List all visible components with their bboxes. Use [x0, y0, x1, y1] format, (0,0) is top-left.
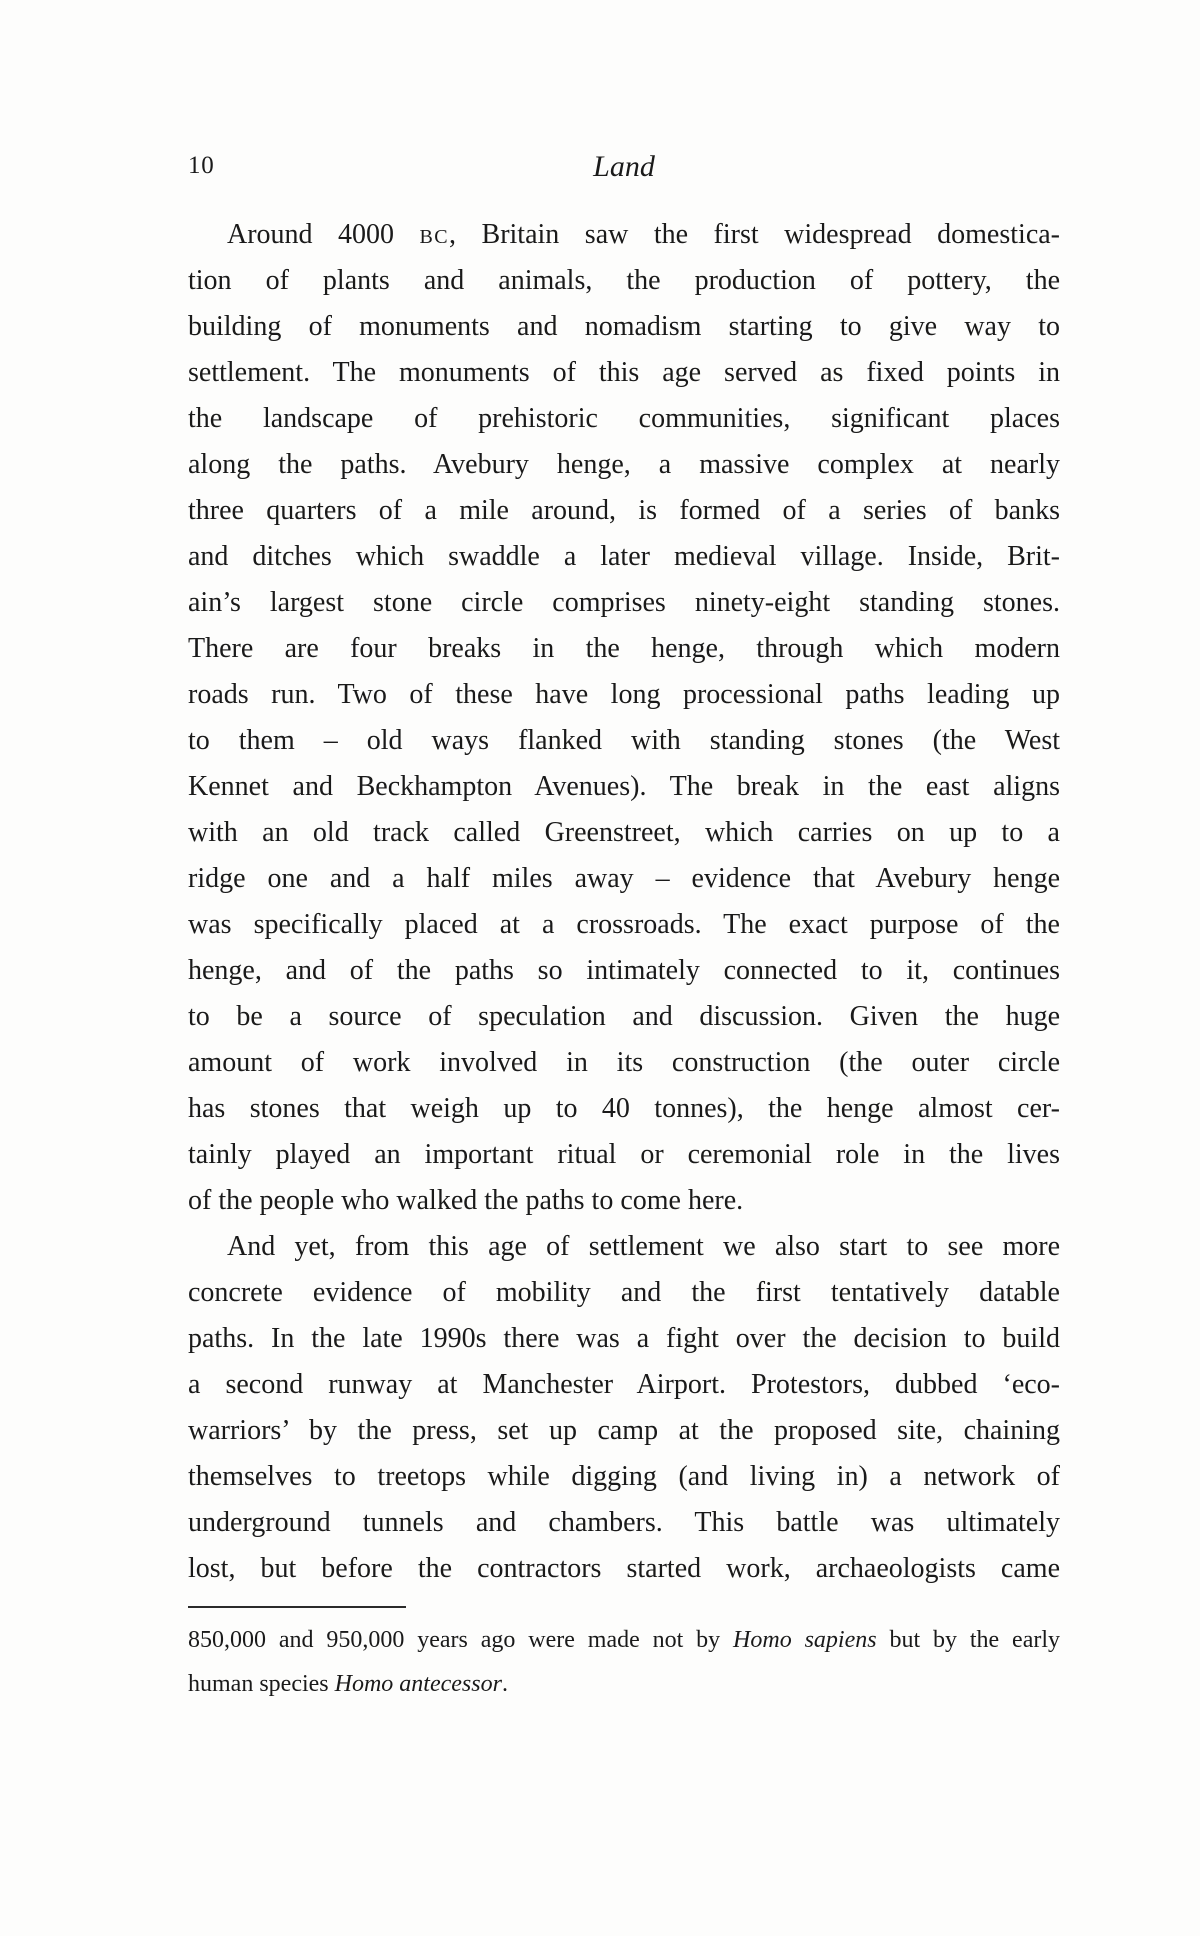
footnote	[188, 1618, 1060, 1706]
text-line	[188, 488, 1060, 534]
text-segment: ridge one and a half miles away – evidence that Avebury henge	[188, 863, 1060, 894]
text-segment: with an old track called Greenstreet, which carries on up to a	[188, 817, 1060, 848]
text-line	[188, 718, 1060, 764]
text-segment: the landscape of prehistoric communities, significant places	[188, 403, 1060, 434]
text-segment: tainly played an important ritual or ceremonial role in the lives	[188, 1139, 1060, 1170]
text-segment: Kennet and Beckhampton Avenues). The break in the east aligns	[188, 771, 1060, 802]
text-segment: underground tunnels and chambers. This battle was ultimately	[188, 1507, 1060, 1538]
text-segment: warriors’ by the press, set up camp at the proposed site, chaining	[188, 1415, 1060, 1446]
text-segment: 850,000 and 950,000 years ago were made not by	[188, 1627, 734, 1653]
text-segment: has stones that weigh up to 40 tonnes), the henge almost cer-	[188, 1093, 1060, 1124]
text-segment: And yet, from this age of settlement we also start to see more	[227, 1231, 1060, 1262]
text-line	[188, 1086, 1060, 1132]
text-segment: building of monuments and nomadism starting to give way to	[188, 311, 1060, 342]
text-segment: Homo sapiens	[733, 1627, 877, 1653]
text-segment: of the people who walked the paths to come here.	[188, 1185, 744, 1216]
text-segment: amount of work involved in its construction (the outer circle	[188, 1047, 1060, 1078]
text-line	[188, 534, 1060, 580]
running-header: Land	[593, 150, 655, 183]
text-segment: but by the early	[876, 1627, 1061, 1653]
text-segment: Homo antecessor	[334, 1671, 502, 1697]
text-line	[188, 856, 1060, 902]
text-segment: Around 4000	[227, 219, 420, 250]
footnote-divider	[188, 1606, 406, 1608]
text-line	[188, 1546, 1060, 1592]
text-line	[188, 304, 1060, 350]
text-line	[188, 902, 1060, 948]
text-segment: tion of plants and animals, the production of pottery, the	[188, 265, 1060, 296]
text-line	[188, 1408, 1060, 1454]
text-segment: henge, and of the paths so intimately connected to it, continues	[188, 955, 1060, 986]
text-line	[188, 212, 1060, 258]
text-line	[188, 810, 1060, 856]
text-segment: paths. In the late 1990s there was a fight over the decision to build	[188, 1323, 1060, 1354]
text-segment: three quarters of a mile around, is formed of a series of banks	[188, 495, 1060, 526]
text-line	[188, 258, 1060, 304]
text-segment: and ditches which swaddle a later medieval village. Inside, Brit-	[188, 541, 1060, 572]
body-text	[188, 212, 1060, 1592]
text-segment: was specifically placed at a crossroads. The exact purpose of the	[188, 909, 1060, 940]
text-line	[188, 580, 1060, 626]
text-segment: to be a source of speculation and discussion. Given the huge	[188, 1001, 1060, 1032]
text-line	[188, 994, 1060, 1040]
text-segment: There are four breaks in the henge, through which modern	[188, 633, 1060, 664]
text-segment: ain’s largest stone circle comprises ninety-eight standing stones.	[188, 587, 1060, 618]
text-line	[188, 764, 1060, 810]
text-line	[188, 1040, 1060, 1086]
page-header	[188, 146, 1060, 188]
text-line	[188, 1224, 1060, 1270]
text-segment: a second runway at Manchester Airport. Protestors, dubbed ‘eco-	[188, 1369, 1060, 1400]
text-line	[188, 396, 1060, 442]
text-segment: to them – old ways flanked with standing stones (the West	[188, 725, 1060, 756]
text-segment: bc	[419, 219, 450, 250]
text-line	[188, 672, 1060, 718]
text-line	[188, 948, 1060, 994]
text-segment: human species	[188, 1671, 335, 1697]
text-segment: , Britain saw the first widespread domestica-	[449, 219, 1060, 250]
text-segment: .	[501, 1671, 508, 1697]
page-number: 10	[188, 152, 215, 179]
text-segment: concrete evidence of mobility and the first tentatively datable	[188, 1277, 1060, 1308]
text-line	[188, 626, 1060, 672]
text-line	[188, 1454, 1060, 1500]
text-line	[188, 1178, 1060, 1224]
text-line	[188, 1270, 1060, 1316]
text-line	[188, 350, 1060, 396]
text-segment: settlement. The monuments of this age served as fixed points in	[188, 357, 1060, 388]
text-line	[188, 1316, 1060, 1362]
text-segment: roads run. Two of these have long processional paths leading up	[188, 679, 1060, 710]
text-line	[188, 1362, 1060, 1408]
text-line	[188, 442, 1060, 488]
text-segment: lost, but before the contractors started work, archaeologists came	[188, 1553, 1060, 1584]
text-segment: along the paths. Avebury henge, a massive complex at nearly	[188, 449, 1060, 480]
text-line	[188, 1662, 1060, 1706]
text-line	[188, 1500, 1060, 1546]
text-line	[188, 1132, 1060, 1178]
text-segment: themselves to treetops while digging (and living in) a network of	[188, 1461, 1060, 1492]
text-line	[188, 1618, 1060, 1662]
